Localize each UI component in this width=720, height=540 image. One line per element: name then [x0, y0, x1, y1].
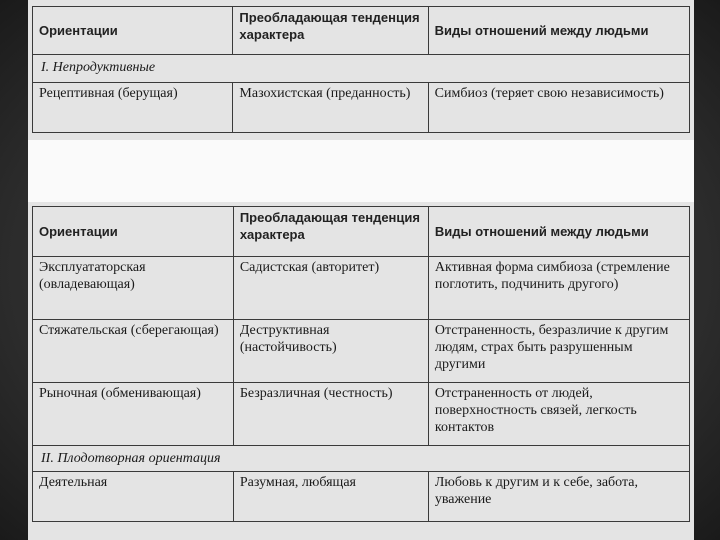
- tendency-cell: Мазохистская (преданность): [233, 83, 428, 133]
- section-unproductive: I. Непродуктивные: [33, 55, 690, 83]
- header-tendency: Преобладающая тенденция характера: [233, 207, 428, 257]
- header-orientations: Ориентации: [33, 7, 233, 55]
- blank-gap: [28, 140, 694, 202]
- relations-cell: Отстраненность, безразличие к другим людям, страх быть разрушенным другими: [428, 320, 689, 383]
- orientation-table-part-2: [32, 206, 690, 522]
- tendency-cell: Безразличная (честность): [233, 383, 428, 446]
- table-row: [33, 83, 690, 133]
- document-page: [28, 0, 694, 540]
- orientation-table-part-1: [32, 6, 690, 133]
- relations-cell: Отстраненность от людей, поверхностность связей, легкость контактов: [428, 383, 689, 446]
- tendency-cell: Садистская (авторитет): [233, 257, 428, 320]
- section-productive: II. Плодотворная ориентация: [33, 446, 690, 472]
- orientation-cell: Эксплуататорская (овладевающая): [33, 257, 234, 320]
- section-row: [33, 446, 690, 472]
- header-relations: Виды отношений между людьми: [428, 7, 689, 55]
- orientation-cell: Рецептивная (берущая): [33, 83, 233, 133]
- orientation-cell: Деятельная: [33, 472, 234, 522]
- header-tendency: Преобладающая тенденция характера: [233, 7, 428, 55]
- table-header-row: [33, 7, 690, 55]
- orientation-cell: Рыночная (обменивающая): [33, 383, 234, 446]
- tendency-cell: Деструктивная (настойчивость): [233, 320, 428, 383]
- relations-cell: Активная форма симбиоза (стремление поглотить, подчинить другого): [428, 257, 689, 320]
- table-row: [33, 472, 690, 522]
- relations-cell: Симбиоз (теряет свою независимость): [428, 83, 689, 133]
- orientation-cell: Стяжательская (сберегающая): [33, 320, 234, 383]
- relations-cell: Любовь к другим и к себе, забота, уважение: [428, 472, 689, 522]
- table-row: [33, 320, 690, 383]
- table-row: [33, 383, 690, 446]
- table-header-row: [33, 207, 690, 257]
- section-row: [33, 55, 690, 83]
- table-row: [33, 257, 690, 320]
- tendency-cell: Разумная, любящая: [233, 472, 428, 522]
- header-orientations: Ориентации: [33, 207, 234, 257]
- header-relations: Виды отношений между людьми: [428, 207, 689, 257]
